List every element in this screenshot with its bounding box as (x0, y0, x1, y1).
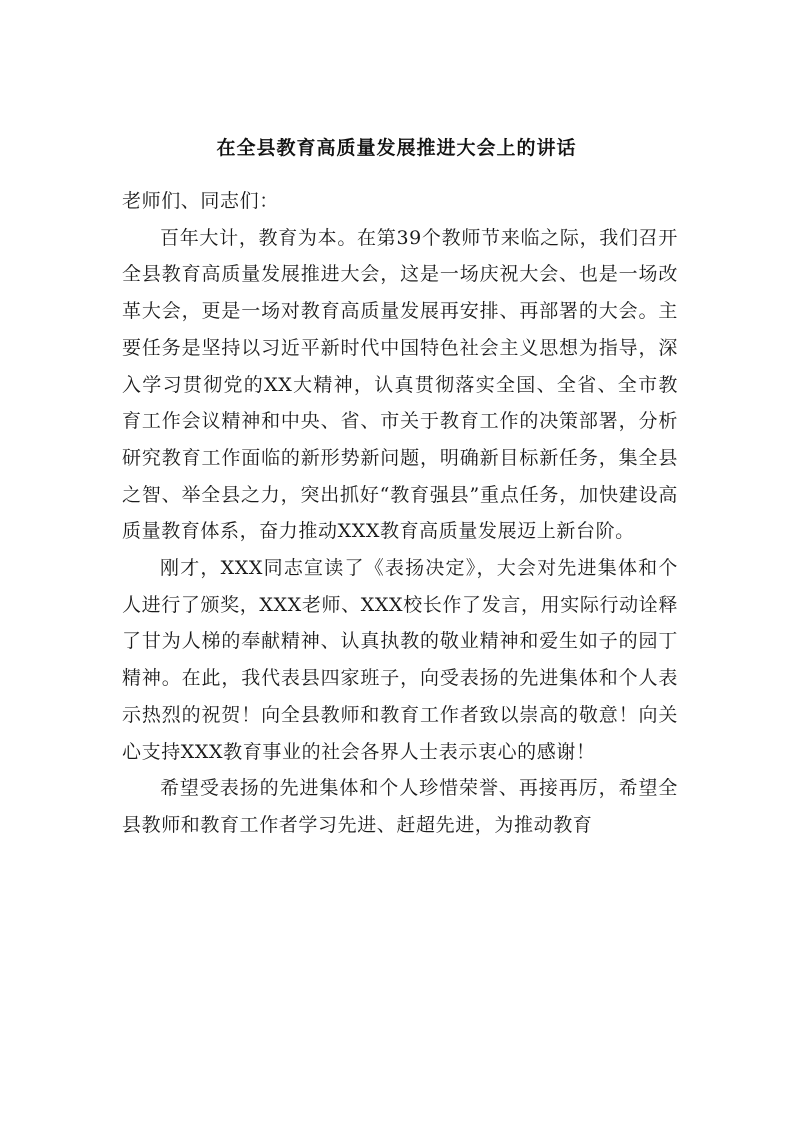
document-title: 在全县教育高质量发展推进大会上的讲话 (216, 137, 577, 159)
salutation: 老师们、同志们： (122, 190, 279, 212)
paragraph-2: 刚才，XXX同志宣读了《表扬决定》，大会对先进集体和个人进行了颁奖，XXX老师、XXX校长作了发言，用实际行动诠释了甘为人梯的奉献精神、认真执教的敬业精神和爱生如子的园丁精神。在此，我代表县四家班子，向受表扬的先进集体和个人表示热烈的祝贺！向全县教师和教育工作者致以崇高的敬意！向关心支持XXX教育事业的社会各界人士表示衷心的感谢！ (122, 557, 678, 763)
document-body (122, 183, 678, 844)
paragraph-1: 百年大计，教育为本。在第39个教师节来临之际，我们召开全县教育高质量发展推进大会，这是一场庆祝大会、也是一场改革大会，更是一场对教育高质量发展再安排、再部署的大会。主要任务是坚持以习近平新时代中国特色社会主义思想为指导，深入学习贯彻党的XX大精神，认真贯彻落实全国、全省、全市教育工作会议精神和中央、省、市关于教育工作的决策部署，分析研究教育工作面临的新形势新问题，明确新目标新任务，集全县之智、举全县之力，突出抓好“教育强县”重点任务，加快建设高质量教育体系，奋力推动XXX教育高质量发展迈上新台阶。 (122, 226, 678, 543)
paragraph-3: 希望受表扬的先进集体和个人珍惜荣誉、再接再厉，希望全县教师和教育工作者学习先进、赶超先进，为推动教育 (122, 777, 678, 836)
